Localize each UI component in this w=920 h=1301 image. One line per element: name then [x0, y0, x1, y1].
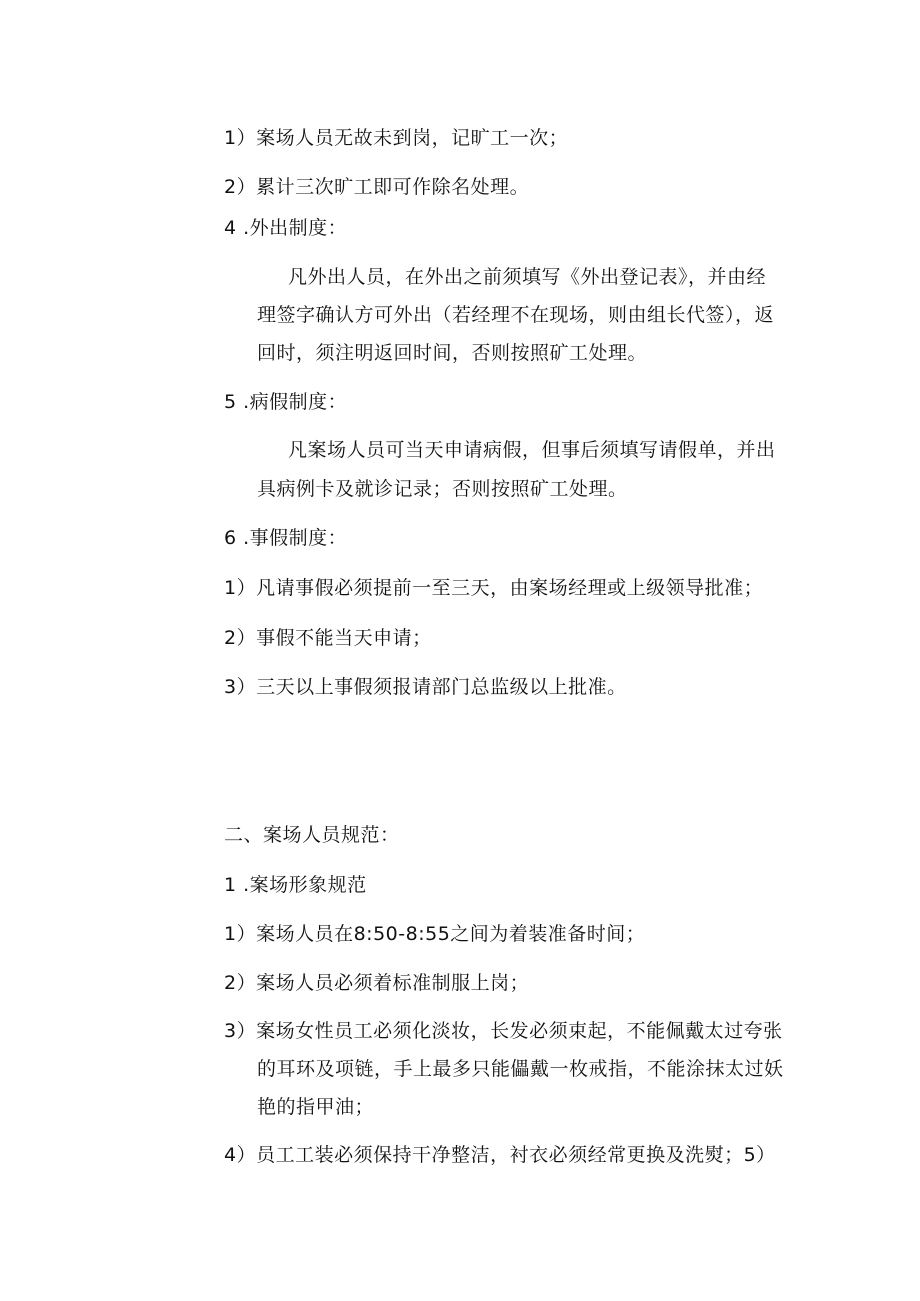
rule-absence-1: 1）案场人员无故未到岗，记旷工一次； — [224, 127, 569, 149]
paragraph-outing-line-1: 凡外出人员，在外出之前须填写《外出登记表》，并由经 — [288, 266, 767, 288]
rule-personal-leave-3: 3）三天以上事假须报请部门总监级以上批准。 — [224, 676, 627, 698]
rule-personal-leave-2: 2）事假不能当天申请； — [224, 627, 432, 649]
rule-image-3-line-2: 的耳环及项链，手上最多只能儡戴一枚戒指，不能涂抹太过妖 — [257, 1058, 784, 1080]
section-heading-sick-leave: 5 .病假制度： — [224, 391, 348, 413]
paragraph-outing-line-2: 理签字确认方可外出（若经理不在现场，则由组长代签），返 — [257, 304, 775, 326]
paragraph-outing-line-3: 回时，须注明返回时间，否则按照矿工处理。 — [257, 342, 648, 364]
paragraph-sick-leave-line-2: 具病例卡及就诊记录；否则按照矿工处理。 — [257, 478, 628, 500]
rule-personal-leave-1: 1）凡请事假必须提前一至三天，由案场经理或上级领导批准； — [224, 577, 764, 599]
paragraph-sick-leave-line-1: 凡案场人员可当天申请病假，但事后须填写请假单，并出 — [288, 439, 776, 461]
rule-image-4: 4）员工工装必须保持干净整洁，衬衣必须经常更换及洗熨；5） — [224, 1144, 776, 1166]
rule-image-1: 1）案场人员在8:50-8:55之间为着装准备时间； — [224, 923, 646, 945]
section-heading-image-norms: 1 .案场形象规范 — [224, 874, 367, 896]
section-heading-outing: 4 .外出制度： — [224, 217, 348, 239]
rule-image-2: 2）案场人员必须着标准制服上岗； — [224, 972, 530, 994]
rule-absence-2: 2）累计三次旷工即可作除名处理。 — [224, 176, 530, 198]
rule-image-3-line-1: 3）案场女性员工必须化淡妆，长发必须束起，不能佩戴太过夸张 — [224, 1020, 783, 1042]
rule-image-3-line-3: 艳的指甲油； — [257, 1096, 375, 1118]
chapter-heading-staff-norms: 二、案场人员规范： — [224, 824, 400, 846]
section-heading-personal-leave: 6 .事假制度： — [224, 527, 348, 549]
